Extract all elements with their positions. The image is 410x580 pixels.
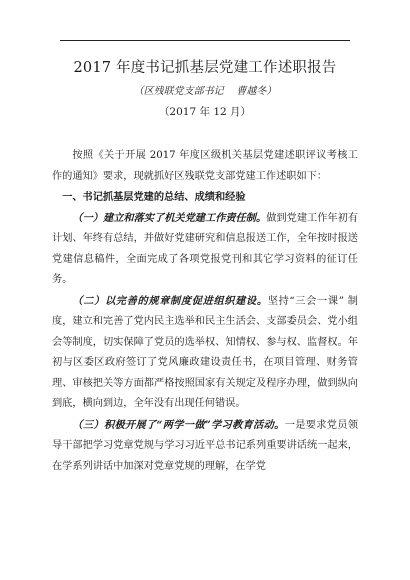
intro-paragraph: 按照《关于开展 2017 年度区级机关基层党建述职评议考核工作的通知》要求，现就抓好区残联党支部党建工作述职如下： <box>52 150 358 182</box>
paragraph-item-2 <box>52 291 358 415</box>
item-2-text: 坚持“三会一课” 制度，建立和完善了党内民主选举和民主生活会、支部委员会、党小组会等制度，切实保障了党员的选举权、知情权、参与权、监督权。年初与区委区政府签订了党风廉政建设责任书，在项目管理、财务管理、审核把关等方面都严格按照国家有关规定及程序办理，做到纵向到底，横向到边，全年没有出现任何错误。 <box>52 295 358 409</box>
item-1-lead: （一）建立和落实了机关党建工作责任制。 <box>72 211 267 224</box>
item-3-text: 一是要求党员领导干部把学习党章党规与学习习近平总书记系列重要讲话统一起来，在学系列讲话中加深对党章党规的理解，在学党 <box>52 419 359 472</box>
document-date: （2017 年 12 月） <box>158 106 252 118</box>
item-1-text: 做到党建工作年初有计划、年终有总结，并做好党建研究和信息报送工作，全年按时报送党建信息稿件，全面完成了各项党报党刊和其它学习资料的征订任务。 <box>52 212 359 285</box>
paragraph-item-1 <box>52 208 358 291</box>
paragraph-item-3 <box>52 415 358 478</box>
document-title: 2017 年度书记抓基层党建工作述职报告 <box>73 60 337 76</box>
item-3-lead: （三）积极开展了“两学一做”学习教育活动。 <box>72 418 285 431</box>
item-2-lead: （二）以完善的规章制度促进组织建设。 <box>72 294 268 307</box>
document-subtitle: （区残联党支部书记 曹越冬） <box>133 86 277 97</box>
document-body <box>52 146 358 477</box>
section-heading: 一、书记抓基层党建的总结、成绩和经验 <box>62 191 246 203</box>
header-rule <box>60 40 350 41</box>
